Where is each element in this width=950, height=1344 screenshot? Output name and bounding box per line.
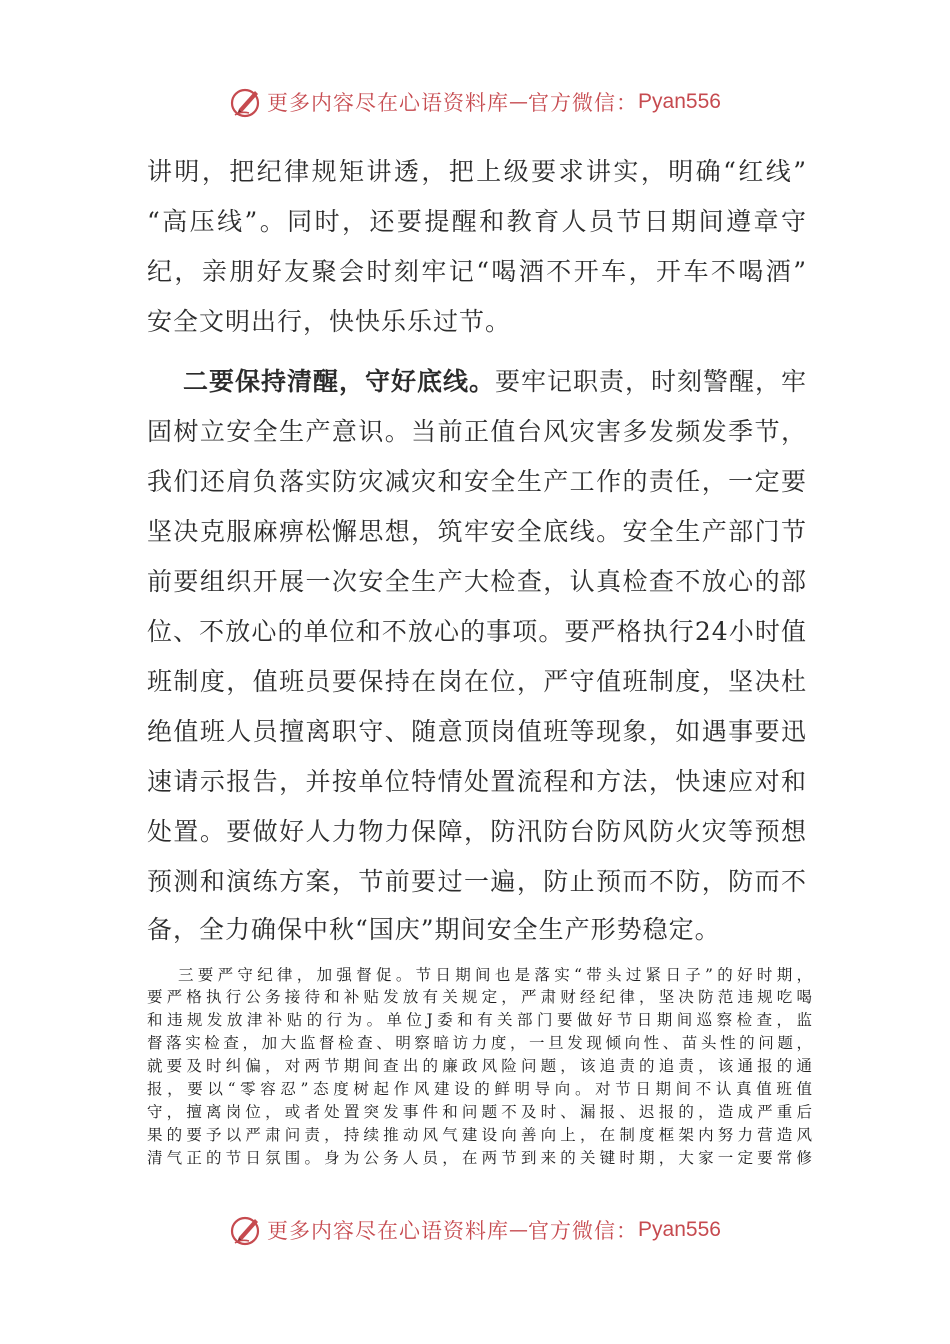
text-line: 三要严守纪律，加强督促。节日期间也是落实“带头过紧日子”的好时期， (178, 966, 812, 984)
banner-wechat-id: Pyan556 (638, 1218, 721, 1241)
banner-title: 更多内容尽在心语资料库 (267, 91, 510, 115)
header-banner (0, 82, 950, 122)
paragraph-2-first-line (183, 357, 807, 407)
text-line: 守，擅离岗位，或者处置突发事件和问题不及时、漏报、迟报的，造成严重后 (147, 1103, 812, 1121)
text-line: 纪，亲朋好友聚会时刻牢记“喝酒不开车，开车不喝酒” (147, 257, 807, 286)
text-line: 固树立安全生产意识。当前正值台风灾害多发频发季节， (147, 417, 807, 446)
text-line: 位、不放心的单位和不放心的事项。要严格执行24小时值 (147, 617, 807, 646)
text-line: 前要组织开展一次安全生产大检查，认真检查不放心的部 (147, 567, 807, 596)
text-line: 备，全力确保中秋“国庆”期间安全生产形势稳定。 (147, 915, 721, 944)
banner-wechat-id: Pyan556 (638, 90, 721, 113)
footer-banner (0, 1210, 950, 1250)
text-line: 要严格执行公务接待和补贴发放有关规定，严肃财经纪律，坚决防范违规吃喝 (147, 988, 812, 1006)
banner-wechat-label: 官方微信： (528, 1219, 639, 1243)
text-line: 绝值班人员擅离职守、随意顶岗值班等现象，如遇事要迅 (147, 717, 807, 746)
text-line: 讲明，把纪律规矩讲透，把上级要求讲实，明确“红线” (147, 157, 807, 186)
paragraph-2-first-line-text: 要牢记职责，时刻警醒，牢 (495, 367, 808, 396)
text-line: 速请示报告，并按单位特情处置流程和方法，快速应对和 (147, 767, 807, 796)
pen-logo-icon (229, 1213, 263, 1247)
banner-title: 更多内容尽在心语资料库 (267, 1219, 510, 1243)
text-line: 安全文明出行，快快乐乐过节。 (147, 307, 512, 336)
text-line: 坚决克服麻痹松懈思想，筑牢安全底线。安全生产部门节 (147, 517, 807, 546)
text-line: 处置。要做好人力物力保障，防汛防台防风防火灾等预想 (147, 817, 807, 846)
banner-separator: — (509, 91, 529, 113)
text-line: 清气正的节日氛围。身为公务人员，在两节到来的关键时期，大家一定要常修 (147, 1149, 812, 1167)
paragraph-2-heading: 二要保持清醒，守好底线。 (183, 367, 496, 396)
text-line: 我们还肩负落实防灾减灾和安全生产工作的责任，一定要 (147, 467, 807, 496)
banner-separator: — (509, 1219, 529, 1241)
text-line: 班制度，值班员要保持在岗在位，严守值班制度，坚决杜 (147, 667, 807, 696)
text-line: 和违规发放津补贴的行为。单位J委和有关部门要做好节日期间巡察检查，监 (147, 1011, 812, 1029)
text-line: “高压线”。同时，还要提醒和教育人员节日期间遵章守 (147, 207, 807, 236)
text-line: 预测和演练方案，节前要过一遍，防止预而不防，防而不 (147, 867, 807, 896)
banner-wechat-label: 官方微信： (528, 91, 639, 115)
pen-logo-icon (229, 85, 263, 119)
text-line: 就要及时纠偏，对两节期间查出的廉政风险问题，该追责的追责，该通报的通 (147, 1057, 812, 1075)
text-line: 督落实检查，加大监督检查、明察暗访力度，一旦发现倾向性、苗头性的问题， (147, 1034, 812, 1052)
text-line: 报，要以“零容忍”态度树起作风建设的鲜明导向。对节日期间不认真值班值 (147, 1080, 812, 1098)
text-line: 果的要予以严肃问责，持续推动风气建设向善向上，在制度框架内努力营造风 (147, 1126, 812, 1144)
